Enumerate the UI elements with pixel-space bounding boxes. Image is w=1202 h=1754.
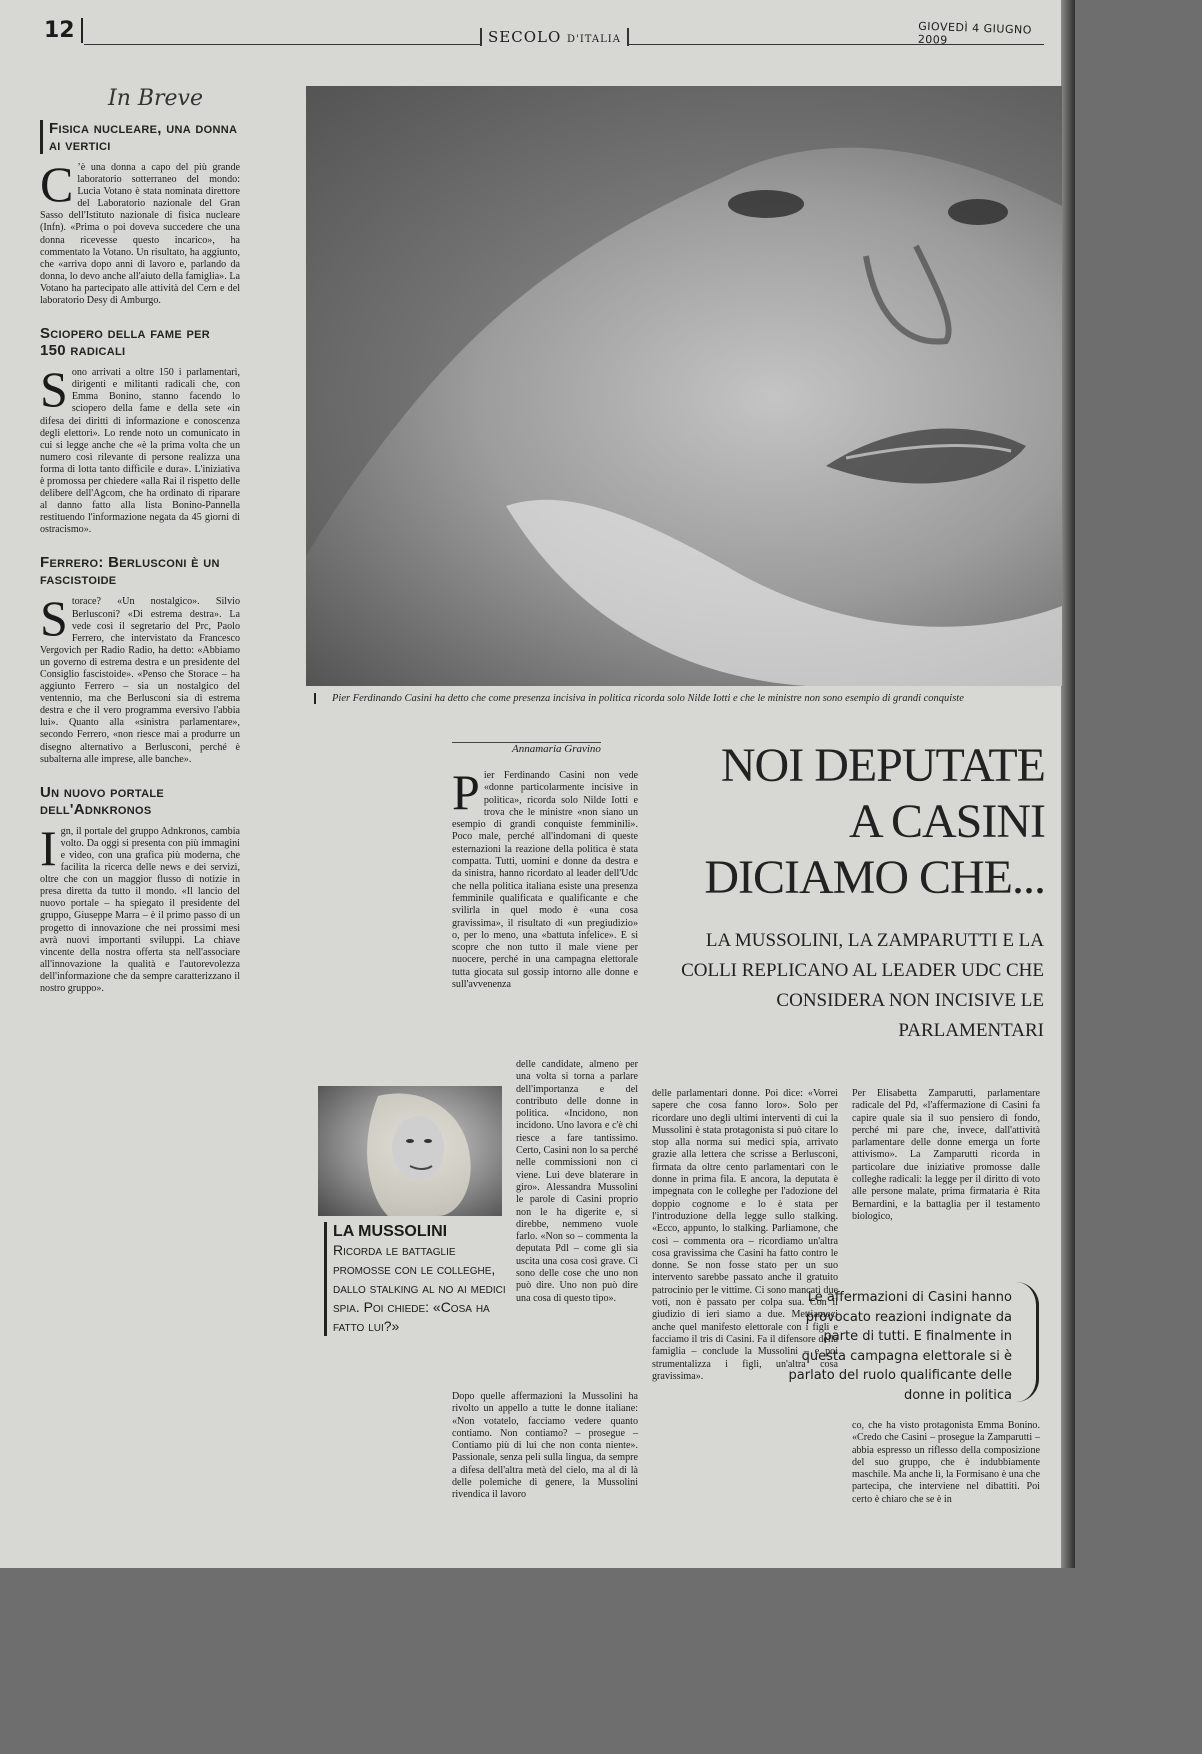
inset-illustration [318,1086,502,1216]
briefs-column [40,86,240,1013]
brief-item [40,784,240,995]
article-column-1 [452,764,638,991]
rubric-in-breve: In Breve [108,86,204,111]
masthead-small: D'ITALIA [567,34,621,45]
issue-date: GIOVEDÌ 4 GIUGNO 2009 [917,19,1033,47]
article-column-3-bottom: co, che ha visto protagonista Emma Bonino. «Credo che Casini – prosegue la Zamparutti – abbia espresso un riflesso della composizione del suo gruppo, che è indubbiamente maschile. Ma anche lì, la Formisano è una che partecipa, che interviene nel dibattiti. Poi certo è chiaro che se è in [852,1420,1040,1505]
brief-title-box [40,120,240,154]
brief-body: gn, il portale del gruppo Adnkronos, cambia volto. Da oggi si presenta con più immagini e video, con una grafica più moderna, che facilita la ricerca delle news e dei servizi, oltre che con un maggior flusso di notizie in presa diretta da tutto il mondo. «Il lancio del nuovo portale – ha spiegato il presidente del gruppo, Giuseppe Marra – è il primo passo di un progetto di innovazione che nei prossimi mesi avrà nuovi importanti sviluppi. La chiave vincente della nostra offerta sta nell'associare all'innovazione la qualità e l'autorevolezza dell'informazione che da sempre caratterizzano il nostro gruppo». [40,825,240,994]
page-binding-edge [1061,0,1075,1568]
page-number: 12 [44,18,83,43]
casini-portrait-photo [306,86,1062,686]
pull-quote: Le affermazioni di Casini hanno provocato reazioni indignate da parte di tutti. E finalmente in questa campagna elettorale si è parlato del ruolo qualificante delle donne in politica [788,1290,1012,1403]
brief-text [40,819,240,995]
masthead-name: SECOLO [488,28,562,46]
brief-body: torace? «Un nostalgico». Silvio Berlusconi? «Di estrema destra». La vede così il segretario del Prc, Paolo Ferrero, che intervistato da Francesco Vergovich per Radio Radio, ha detto: «Abbiamo un governo di estrema destra e un presidente del Consiglio fascistoide». «Penso che Storace – ha aggiunto Ferrero – sia un nostalgico del ventennio, ma che Berlusconi sia di estrema destra e che il vero programma eversivo l'abbia lui». Quanto alla «sinistra parlamentare», secondo Ferrero, «non riesce mai a produrre un disegno alternativo a Berlusconi, perché è subalterna alle imprese, alle banche». [40,596,240,765]
brief-title: Ferrero: Berlusconi è un fascistoide [40,554,220,589]
brief-title: Sciopero della fame per 150 radicali [40,325,210,360]
inset-title: LA MUSSOLINI [333,1223,448,1240]
pull-quote-bracket [1016,1282,1039,1402]
inset-caption [324,1222,513,1336]
article-column-3: Per Elisabetta Zamparutti, parlamentare radicale del Pd, «l'affermazione di Casini fa capire quale sia il suo pensiero di fondo, perché mi pare che, invece, dall'attività parlamentare delle donne emerga un forte attivismo». La Zamparutti ricorda in particolare due iniziative promosse dalle colleghe radicali: la legge per il diritto di voto alle persone malate, prima firmataria è Rita Bernardini, e la battaglia per il testamento biologico, [852,1088,1040,1222]
dropcap: P [452,764,480,820]
masthead [480,28,629,46]
brief-title: Fisica nucleare, una donna ai vertici [49,120,238,154]
mussolini-inset-photo [318,1086,502,1216]
page-header [40,14,1050,54]
headline-line: A CASINI [848,795,1045,848]
dropcap: S [40,590,68,647]
dropcap: I [40,819,57,876]
portrait-illustration [306,86,1062,686]
brief-item [40,325,240,536]
brief-item [40,120,240,307]
article-text: ier Ferdinando Casini non vede «donne particolarmente incisive in politica», ricorda solo Nilde Iotti e trova che le ministre «non siano un esempio di grandi conquiste femminili». Poco male, perché all'indomani di queste esternazioni la reazione della politica è stata compatta. Tutti, uomini e donne da destra e da sinistra, hanno ricordato al leader dell'Udc che nella politica italiana esiste una presenza femminile qualificata e qualificante e che svilirla in quel modo è «una cosa gravissima», il risultato di «un pregiudizio» o, per lo meno, una «battuta infelice». E si scopre che non tutto il male viene per nuocere, perché in una campagna elettorale tutta giocata sul gossip intorno alle donne e sull'avvenenza [452,770,638,991]
photo-caption: Pier Ferdinando Casini ha detto che come presenza incisiva in politica ricorda solo Nilde Iotti e che le ministre non sono esempio di grandi conquiste [314,693,1075,704]
brief-item [40,554,240,765]
brief-text [40,590,240,765]
brief-text [40,361,240,536]
brief-body: ’è una donna a capo del più grande laboratorio sotterraneo del mondo: Lucia Votano è stata nominata direttore del Laboratorio nazionale del Gran Sasso dell'Istituto nazionale di fisica nucleare (Infn). «Prima o poi doveva succedere che una donna ricevesse questo incarico», ha commentato la Votano. Un risultato, ha aggiunto, che «arriva dopo anni di lavoro e, parlando da donna, lo devo anche all'aiuto della famiglia». La Votano ha partecipato alle attività del Cern e del laboratorio Desy di Amburgo. [40,162,240,307]
article-headline [650,738,1045,906]
article-column-1-narrow: delle candidate, almeno per una volta si torna a parlare dell'importanza e del contributo delle donne in politica. «Incidono, non incidono. Uno lavora e c'è chi riesce a fare tantissimo. Certo, Casini non lo sa perché nelle commissioni non ci viene. Lui deve blaterare in giro». Alessandra Mussolini le parole di Casini proprio non le ha digerite e, si direbbe, nemmeno vuole farlo. «Non so – commenta la deputata Pdl – come gli sia uscita una cosa così grave. Ci sono delle cose che uno non può dire. Uno non può dire una cosa di questo tipo». [516,1059,638,1304]
article-column-2: delle parlamentari donne. Poi dice: «Vorrei sapere che cosa fanno loro». Solo per ricordare uno degli ultimi interventi di cui la Mussolini è stata protagonista si può citare lo stop alla norma sui medici spia, arrivato grazie alla lettera che scrisse a Berlusconi, firmata da oltre cento parlamentari con le donne in prima fila. E ancora, la deputata è impegnata con le colleghe per l'adozione del doppio cognome e lo è stata per l'introduzione della legge sullo stalking. «Ecco, appunto, lo stalking. Parliamone, che così – commenta ora – ricordiamo un'altra cosa gravissima che Casini ha fatto contro le donne. Se non fosse stato per un suo intervento sarebbe passato anche il gratuito patrocinio per le vittime. Ci sono mancati due voti, non è passato per colpa sua. Con il giudizio di ieri siamo a due. Mettiamoci anche quel manifesto elettorale con i figli e facciamo il tris di Casini. Fa il difensore della famiglia – conclude la Mussolini – e poi strumentalizza i figli, un'altra cosa gravissima». [652,1088,838,1382]
brief-text [40,156,240,307]
inset-text: Ricorda le battaglie promosse con le colleghe, dallo stalking al no ai medici spia. Poi chiede: «Cosa ha fatto lui?» [333,1242,506,1334]
brief-title: Un nuovo portale dell'Adnkronos [40,783,164,818]
article-subtitle: LA MUSSOLINI, LA ZAMPARUTTI E LA COLLI REPLICANO AL LEADER UDC CHE CONSIDERA NON INCISIVE LE PARLAMENTARI [681,930,1044,1041]
article-byline: Annamaria Gravino [452,742,601,755]
dropcap: S [40,361,68,418]
dropcap: C [40,156,74,212]
article-column-1-bottom: Dopo quelle affermazioni la Mussolini ha rivolto un appello a tutte le donne italiane: «Non votatelo, facciamo vedere quanto contiamo. Non contiamo? – prosegue – Contiamo più di lui che non conta niente». Passionale, senza peli sulla lingua, da sempre a difesa dell'altra metà del cielo, ma al di là delle polemiche di genere, la Mussolini rivendica il lavoro [452,1391,638,1501]
headline-line: NOI DEPUTATE [720,739,1045,792]
headline-line: DICIAMO CHE... [704,851,1045,904]
brief-body: ono arrivati a oltre 150 i parlamentari, dirigenti e militanti radicali che, con Emma Bonino, stanno facendo lo sciopero della fame e della sete «in difesa dei diritti di informazione e conoscenza degli elettori». Lo rende noto un comunicato in cui si legge anche che «è la prima volta che un numero così rilevante di persone realizza una forma di lotta tanto difficile e dura». L'iniziativa è promossa per chiedere «alla Rai il rispetto delle delibere dell'Agcom, che ha ordinato di riparare al danno fatto alla lista Bonino-Pannella restituendo l'informazione negata da 45 giorni di ostracismo». [40,367,240,536]
